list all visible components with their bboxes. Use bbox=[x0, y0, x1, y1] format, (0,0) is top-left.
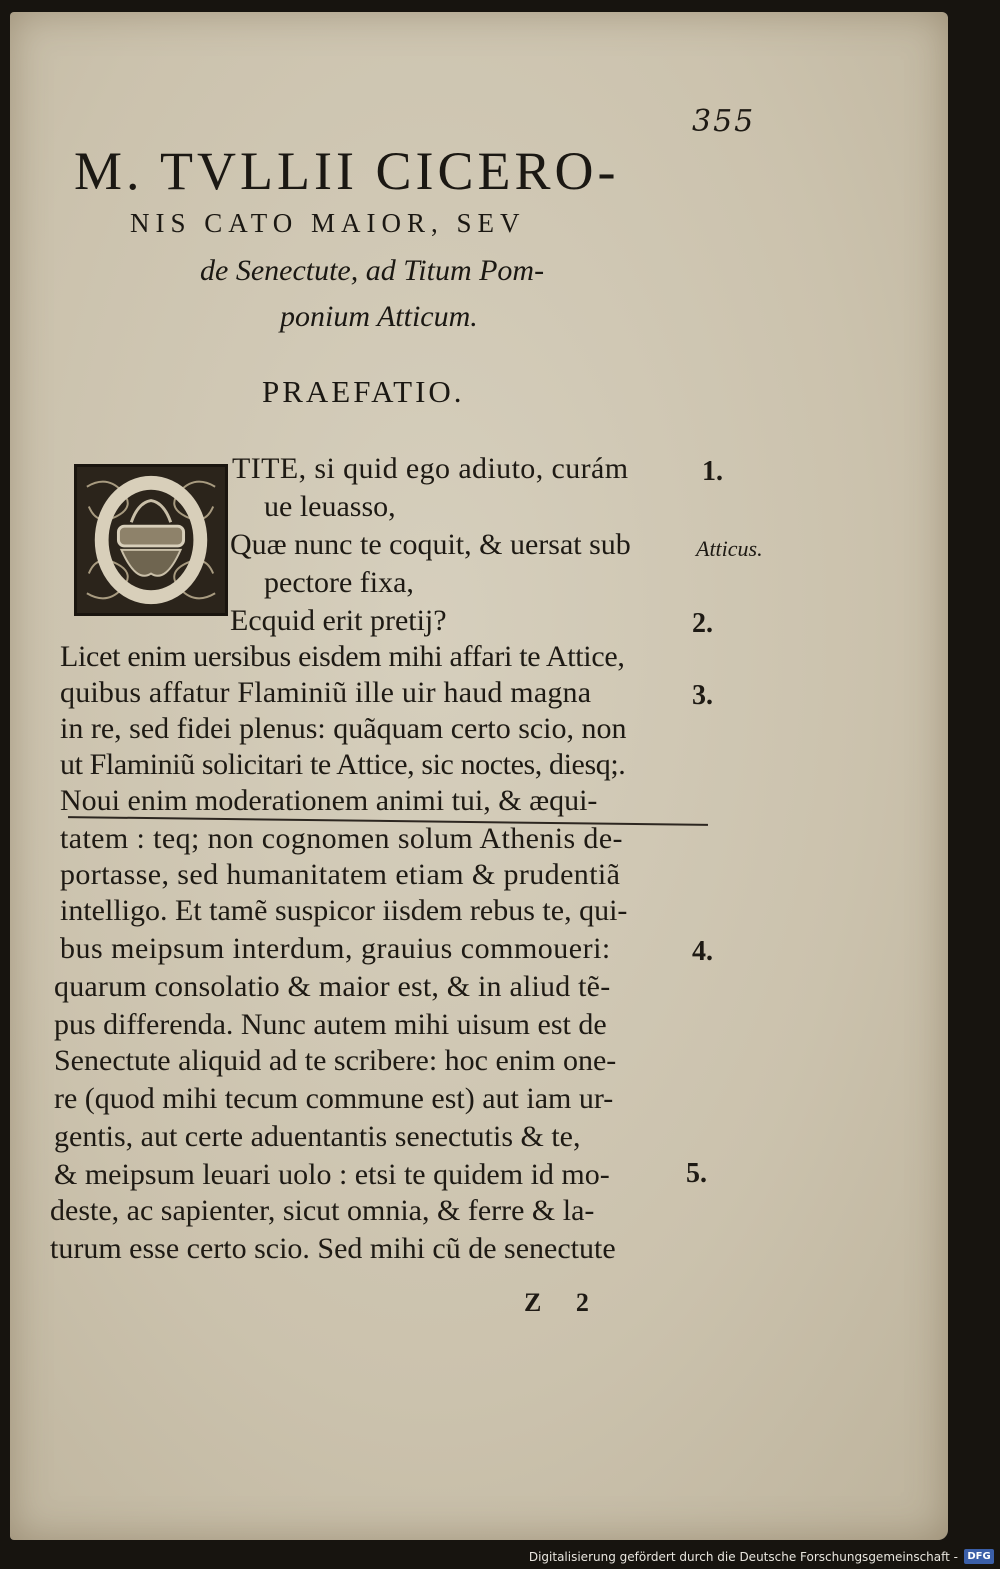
folio-number: 355 bbox=[692, 104, 756, 139]
title-line-2: NIS CATO MAIOR, SEV bbox=[130, 208, 526, 238]
text-line: ut Flaminiũ solicitari te Attice, sic noctes, diesq;. bbox=[60, 748, 626, 781]
text-line: in re, sed fidei plenus: quãquam certo scio, non bbox=[60, 712, 627, 745]
text-line: pectore fixa, bbox=[264, 566, 414, 599]
text-line: intelligo. Et tamẽ suspicor iisdem rebus te, qui- bbox=[60, 894, 628, 927]
text-line: turum esse certo scio. Sed mihi cũ de senectute bbox=[50, 1232, 616, 1265]
text-line: gentis, aut certe aduentantis senectutis & te, bbox=[54, 1120, 581, 1153]
text-line: tatem : teq; non cognomen solum Athenis de- bbox=[60, 822, 623, 855]
margin-note: 2. bbox=[692, 608, 713, 639]
margin-note: 3. bbox=[692, 680, 713, 711]
text-line: portasse, sed humanitatem etiam & prudentiã bbox=[60, 858, 621, 891]
margin-note: 4. bbox=[692, 936, 713, 967]
text-line: ue leuasso, bbox=[264, 490, 396, 523]
signature-mark: Z 2 bbox=[524, 1288, 603, 1317]
margin-note: 5. bbox=[686, 1158, 707, 1189]
margin-note: Atticus. bbox=[696, 536, 763, 561]
section-heading: PRAEFATIO. bbox=[262, 374, 465, 409]
text-line: Noui enim moderationem animi tui, & æqui- bbox=[60, 784, 598, 817]
text-line: TITE, si quid ego adiuto, curám bbox=[232, 452, 629, 485]
title-line-4: ponium Atticum. bbox=[280, 300, 478, 333]
text-line: pus differenda. Nunc autem mihi uisum est de bbox=[54, 1008, 607, 1041]
dfg-logo: DFG bbox=[964, 1549, 994, 1564]
text-line: quibus affatur Flaminiũ ille uir haud magna bbox=[60, 676, 592, 709]
footer-bar bbox=[0, 1545, 1000, 1569]
decorated-initial-graphic bbox=[77, 467, 225, 613]
decorated-initial-letter bbox=[74, 464, 228, 616]
text-line: Senectute aliquid ad te scribere: hoc enim one- bbox=[54, 1044, 617, 1077]
text-line: & meipsum leuari uolo : etsi te quidem id mo- bbox=[54, 1158, 610, 1191]
footer-credit: Digitalisierung gefördert durch die Deutsche Forschungsgemeinschaft - bbox=[528, 1550, 958, 1564]
book-page bbox=[10, 12, 948, 1540]
text-line: Quæ nunc te coquit, & uersat sub bbox=[230, 528, 631, 561]
text-line: deste, ac sapienter, sicut omnia, & ferre & la- bbox=[50, 1194, 595, 1227]
title-line-3: de Senectute, ad Titum Pom- bbox=[200, 254, 545, 287]
margin-note: 1. bbox=[702, 456, 723, 487]
text-line: Licet enim uersibus eisdem mihi affari te Attice, bbox=[60, 640, 625, 673]
title-line-1: M. TVLLII CICERO- bbox=[74, 141, 620, 201]
text-line: Ecquid erit pretij? bbox=[230, 604, 447, 637]
text-line: bus meipsum interdum, grauius commoueri: bbox=[60, 932, 611, 965]
text-line: re (quod mihi tecum commune est) aut iam ur- bbox=[54, 1082, 614, 1115]
text-line: quarum consolatio & maior est, & in aliud tẽ- bbox=[54, 970, 611, 1003]
